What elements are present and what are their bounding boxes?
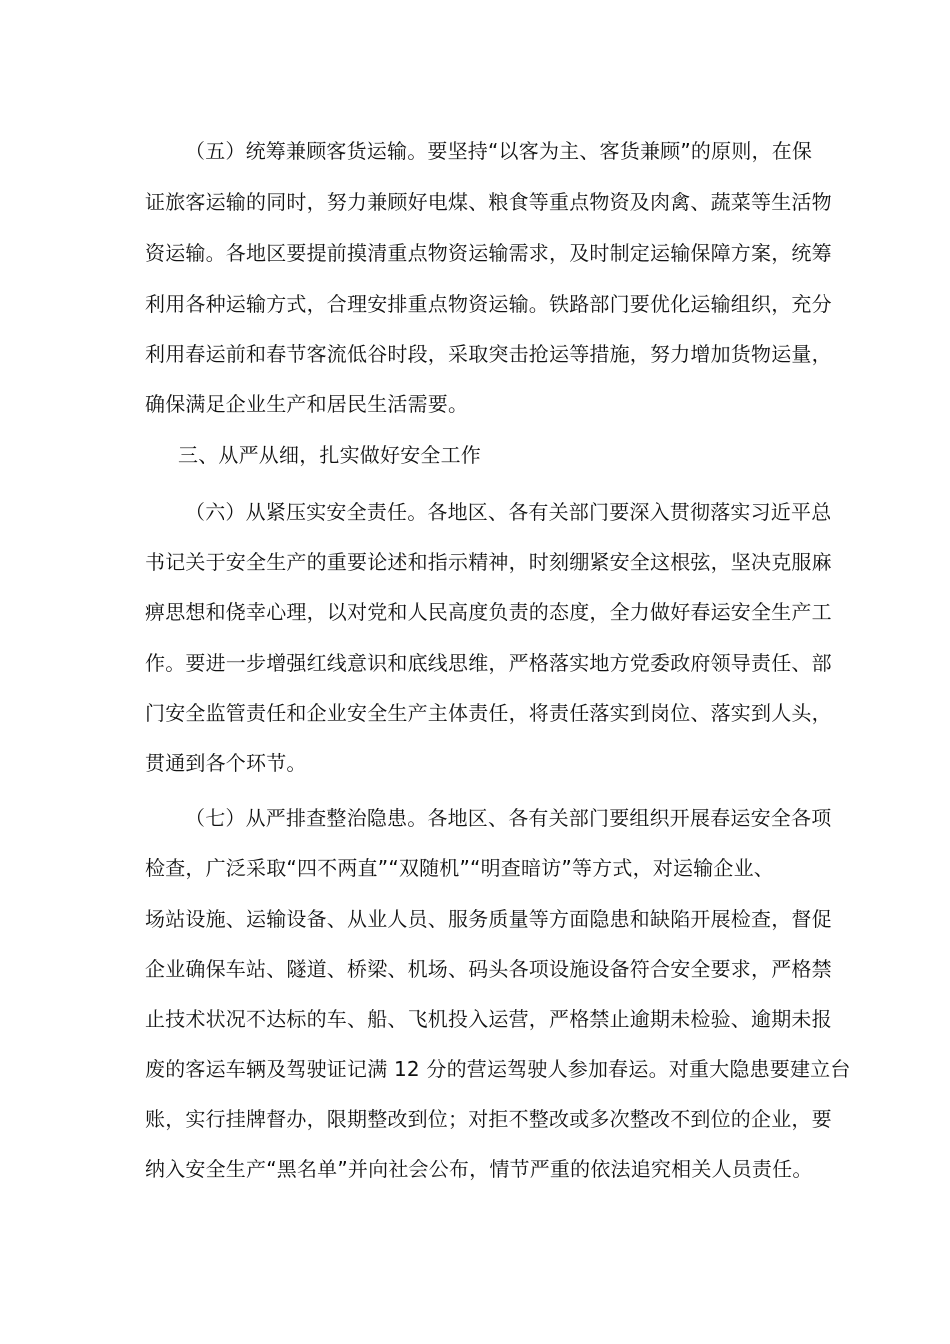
paragraph-line: （六）从紧压实安全责任。各地区、各有关部门要深入贯彻落实习近平总 (185, 500, 832, 524)
paragraph-line: 资运输。各地区要提前摸清重点物资运输需求，及时制定运输保障方案，统筹 (145, 241, 832, 265)
paragraph-line: （七）从严排查整治隐患。各地区、各有关部门要组织开展春运安全各项 (185, 806, 832, 830)
paragraph-line: 账，实行挂牌督办，限期整改到位；对拒不整改或多次整改不到位的企业，要 (145, 1107, 832, 1131)
paragraph-line: 门安全监管责任和企业安全生产主体责任，将责任落实到岗位、落实到人头， (145, 701, 832, 725)
paragraph-line: 确保满足企业生产和居民生活需要。 (145, 392, 469, 416)
paragraph-line: 作。要进一步增强红线意识和底线思维，严格落实地方党委政府领导责任、部 (145, 651, 832, 675)
paragraph-line: 纳入安全生产“黑名单”并向社会公布，情节严重的依法追究相关人员责任。 (145, 1157, 813, 1181)
paragraph-line: 利用各种运输方式，合理安排重点物资运输。铁路部门要优化运输组织，充分 (145, 292, 832, 316)
paragraph-line: 利用春运前和春节客流低谷时段，采取突击抢运等措施，努力增加货物运量， (145, 342, 832, 366)
paragraph-line: 废的客运车辆及驾驶证记满 12 分的营运驾驶人参加春运。对重大隐患要建立台 (145, 1057, 851, 1081)
paragraph-line: 止技术状况不达标的车、船、飞机投入运营，严格禁止逾期未检验、逾期未报 (145, 1007, 832, 1031)
section-heading: 三、从严从细，扎实做好安全工作 (178, 443, 481, 467)
paragraph-line: 企业确保车站、隧道、桥梁、机场、码头各项设施设备符合安全要求，严格禁 (145, 957, 832, 981)
paragraph-line: 检查，广泛采取“四不两直”“双随机”“明查暗访”等方式，对运输企业、 (145, 856, 774, 880)
paragraph-line: 场站设施、运输设备、从业人员、服务质量等方面隐患和缺陷开展检查，督促 (145, 907, 832, 931)
paragraph-line: 书记关于安全生产的重要论述和指示精神，时刻绷紧安全这根弦，坚决克服麻 (145, 550, 832, 574)
paragraph-line: 贯通到各个环节。 (145, 751, 307, 775)
paragraph-line: （五）统筹兼顾客货运输。要坚持“以客为主、客货兼顾”的原则，在保 (185, 139, 813, 163)
paragraph-line: 证旅客运输的同时，努力兼顾好电煤、粮食等重点物资及肉禽、蔬菜等生活物 (145, 190, 832, 214)
paragraph-line: 痹思想和侥幸心理，以对党和人民高度负责的态度，全力做好春运安全生产工 (145, 600, 832, 624)
